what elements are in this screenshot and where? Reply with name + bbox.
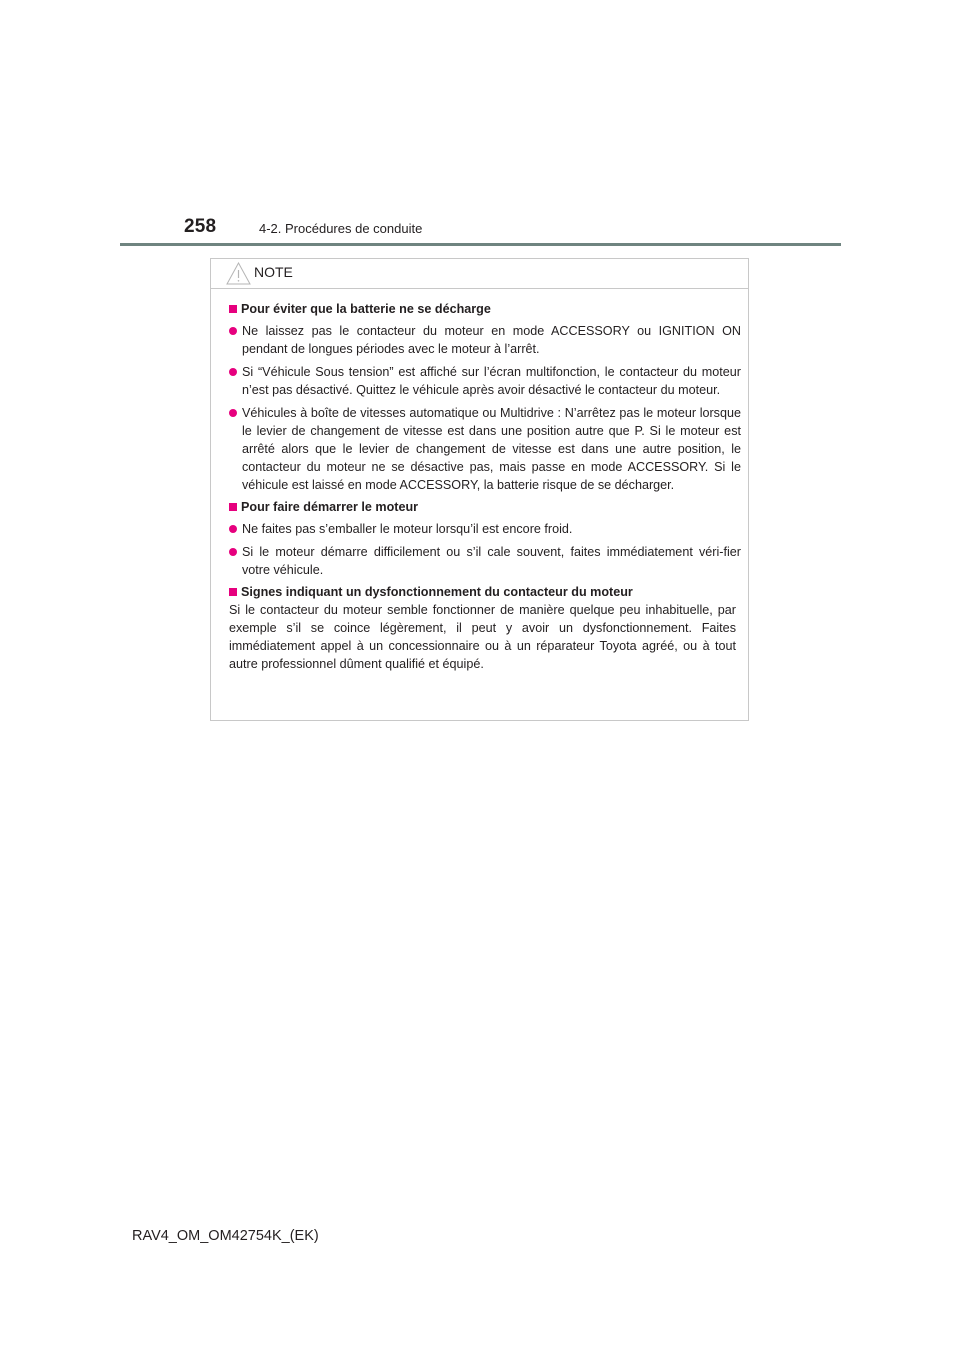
circle-bullet-icon [229,368,237,376]
note-header [211,259,748,289]
list-item: Véhicules à boîte de vitesses automatique ou Multidrive : N’arrêtez pas le moteur lorsque le levier de changement de vitesse est dans une position autre que P. Si le moteur est arrêté alors que le levier de changement de vitesse est dans une autre position, le contacteur du moteur ne se désactive pas, mais passe en mode ACCESSORY. Si le véhicule est laissé en mode ACCESSORY, la batterie risque de se décharger. [211,404,748,494]
circle-bullet-icon [229,548,237,556]
list-item: Ne laissez pas le contacteur du moteur en mode ACCESSORY ou IGNITION ON pendant de longues périodes avec le moteur à l’arrêt. [211,322,748,358]
note-box [210,258,749,721]
note-title: NOTE [254,264,293,280]
section-title: 4-2. Procédures de conduite [259,221,423,236]
circle-bullet-icon [229,525,237,533]
page-number: 258 [184,216,217,237]
section-heading: Signes indiquant un dysfonctionnement du contacteur du moteur [229,583,748,601]
document-code: RAV4_OM_OM42754K_(EK) [132,1228,319,1244]
warning-triangle-icon [226,262,251,285]
list-item: Si le moteur démarre difficilement ou s’il cale souvent, faites immédiatement véri-fier votre véhicule. [211,543,748,579]
list-item: Si “Véhicule Sous tension” est affiché sur l’écran multifonction, le contacteur du moteur n’est pas désactivé. Quittez le véhicule après avoir désactivé le contacteur du moteur. [211,363,748,399]
list-item: Ne faites pas s’emballer le moteur lorsqu’il est encore froid. [211,520,748,538]
note-section-battery [211,300,748,494]
circle-bullet-icon [229,327,237,335]
square-bullet-icon [229,503,237,511]
note-body [211,300,748,673]
section-paragraph: Si le contacteur du moteur semble fonctionner de manière quelque peu inhabituelle, par exemple s’il se coince légèrement, il peut y avoir un dysfonctionnement. Faites immédiatement appel à un concessionnaire ou à un réparateur Toyota agréé, ou à tout autre professionnel dûment qualifié et équipé. [229,603,736,671]
section-heading: Pour faire démarrer le moteur [229,498,748,516]
section-heading: Pour éviter que la batterie ne se décharge [229,300,748,318]
square-bullet-icon [229,305,237,313]
square-bullet-icon [229,588,237,596]
note-section-malfunction [211,583,748,673]
circle-bullet-icon [229,409,237,417]
note-section-start [211,498,748,579]
header-rule [120,243,841,246]
